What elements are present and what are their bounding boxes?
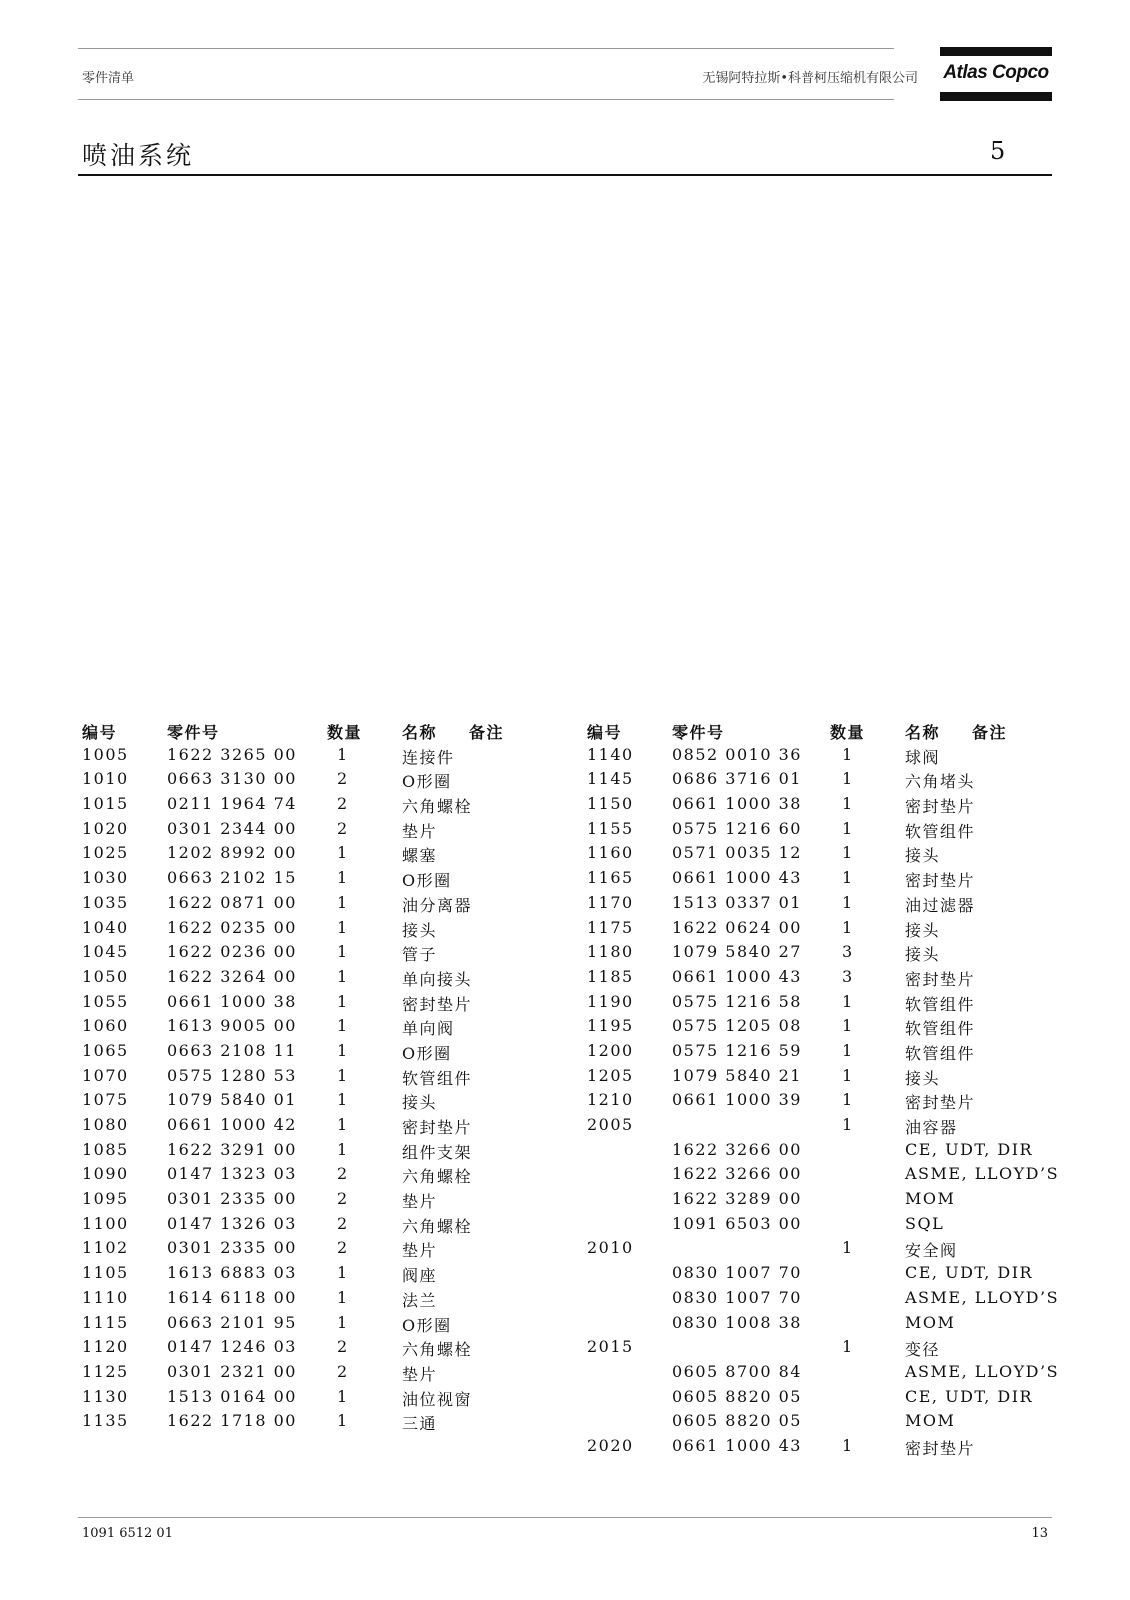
cell-name: 垫片 [402,821,438,841]
cell-qty: 2 [337,1189,349,1209]
table-row [587,843,1057,868]
cell-part: 0211 1964 74 [167,794,297,814]
header-bottom-rule [78,99,894,100]
cell-qty: 1 [842,1238,854,1258]
cell-qty: 1 [842,1337,854,1357]
cell-qty: 1 [842,1115,854,1134]
cell-name: 软管组件 [905,1043,976,1063]
cell-name: 密封垫片 [905,871,976,891]
col-header-part: 零件号 [672,723,725,742]
table-row [587,745,1057,770]
cell-name: 连接件 [402,747,455,767]
cell-name: 接头 [402,1093,438,1113]
cell-name: SQL [905,1213,945,1233]
section-title: 喷油系统 [82,141,195,170]
cell-no: 1025 [82,843,129,863]
cell-name: 六角螺栓 [402,1340,473,1360]
cell-no: 1120 [82,1337,129,1357]
cell-part: 1513 0337 01 [672,892,802,912]
table-row [587,992,1057,1017]
cell-no: 1065 [82,1040,129,1060]
cell-part: 1622 3264 00 [167,966,297,986]
cell-qty: 2 [337,818,349,838]
cell-name: 密封垫片 [905,1438,976,1458]
cell-part: 0661 1000 43 [672,966,802,986]
table-row [82,1140,552,1165]
cell-part: 0663 2108 11 [167,1040,297,1060]
cell-no: 1020 [82,818,129,838]
table-row [82,992,552,1017]
section-number: 5 [990,137,1006,165]
table-row [82,1263,552,1288]
cell-part: 0663 2101 95 [167,1312,297,1332]
table-row [587,868,1057,893]
cell-no: 1175 [587,917,634,937]
cell-no: 1170 [587,892,634,912]
cell-no: 1095 [82,1189,129,1209]
cell-name: MOM [905,1411,956,1431]
cell-part: 0571 0035 12 [672,843,802,863]
cell-name: CE, UDT, DIR [905,1139,1034,1159]
cell-name: ASME, LLOYD’S [905,1287,1060,1307]
table-header-row [587,720,1057,745]
cell-qty: 1 [337,942,349,962]
footer-rule [78,1517,1052,1518]
col-header-no: 编号 [82,723,118,742]
cell-no: 1210 [587,1090,634,1110]
table-row [82,1214,552,1239]
cell-part: 0605 8700 84 [672,1361,802,1381]
table-row [82,1090,552,1115]
cell-no: 1155 [587,818,634,838]
cell-no: 1130 [82,1386,129,1406]
header-doc-type: 零件清单 [82,71,135,86]
cell-qty: 1 [337,1115,349,1134]
table-row [587,794,1057,819]
cell-part: 0663 2102 15 [167,868,297,888]
cell-no: 1200 [587,1040,634,1060]
table-row [82,819,552,844]
cell-part: 0147 1326 03 [167,1213,297,1233]
cell-name: 法兰 [402,1290,438,1310]
cell-part: 0661 1000 39 [672,1090,802,1110]
cell-name: CE, UDT, DIR [905,1263,1034,1283]
table-row [82,1164,552,1189]
cell-name: 软管组件 [905,1019,976,1039]
cell-name: 六角螺栓 [402,797,473,817]
cell-name: ASME, LLOYD’S [905,1361,1060,1381]
cell-qty: 1 [842,868,854,888]
cell-part: 1622 1718 00 [167,1411,297,1431]
col-header-name: 名称 [402,723,438,742]
cell-qty: 1 [842,991,854,1011]
cell-no: 1040 [82,917,129,937]
cell-part: 0301 2321 00 [167,1361,297,1381]
parts-table-left [82,720,552,1436]
table-row [587,1387,1057,1412]
cell-part: 1202 8992 00 [167,843,297,863]
cell-no: 1005 [82,744,129,764]
cell-no: 2010 [587,1238,634,1258]
table-row [82,967,552,992]
cell-qty: 1 [337,744,349,764]
col-header-remark: 备注 [972,723,1008,742]
cell-part: 1079 5840 21 [672,1065,802,1085]
table-body-left [82,745,552,1436]
cell-qty: 1 [337,1312,349,1332]
cell-name: 接头 [905,846,941,866]
cell-name: 接头 [402,920,438,940]
cell-name: ASME, LLOYD’S [905,1164,1060,1184]
table-row [82,1016,552,1041]
table-row [587,1090,1057,1115]
cell-no: 1102 [82,1238,129,1258]
cell-name: MOM [905,1312,956,1332]
cell-qty: 2 [337,769,349,789]
cell-qty: 1 [842,1065,854,1085]
cell-no: 1115 [82,1312,129,1332]
cell-name: 阀座 [402,1266,438,1286]
cell-qty: 1 [337,966,349,986]
table-row [82,1041,552,1066]
cell-part: 0686 3716 01 [672,769,802,789]
cell-part: 1622 3289 00 [672,1189,802,1209]
cell-no: 1055 [82,991,129,1011]
cell-qty: 2 [337,794,349,814]
cell-name: 接头 [905,1068,941,1088]
cell-part: 1622 0236 00 [167,942,297,962]
table-row [587,1140,1057,1165]
table-row [82,1238,552,1263]
cell-name: 油过滤器 [905,895,976,915]
cell-name: 六角螺栓 [402,1216,473,1236]
parts-table-right [587,720,1060,1461]
cell-name: 密封垫片 [905,1093,976,1113]
cell-name: 安全阀 [905,1241,958,1261]
cell-name: 垫片 [402,1192,438,1212]
cell-name: 密封垫片 [402,1118,473,1137]
cell-qty: 1 [337,868,349,888]
cell-part: 1622 0624 00 [672,917,802,937]
cell-part: 0575 1280 53 [167,1065,297,1085]
header-company-name: 无锡阿特拉斯•科普柯压缩机有限公司 [702,71,918,86]
cell-qty: 1 [842,744,854,764]
col-header-qty: 数量 [830,723,866,742]
cell-qty: 1 [337,1386,349,1406]
cell-no: 1145 [587,769,634,789]
cell-no: 1070 [82,1065,129,1085]
cell-name: 软管组件 [905,994,976,1014]
cell-name: 管子 [402,945,438,965]
cell-qty: 2 [337,1361,349,1381]
col-header-qty: 数量 [327,723,363,742]
table-row [587,1189,1057,1214]
cell-no: 1160 [587,843,634,863]
cell-name: 垫片 [402,1364,438,1384]
cell-no: 1135 [82,1411,129,1431]
cell-name: O形圈 [402,871,452,891]
cell-qty: 1 [842,1435,854,1455]
cell-part: 0661 1000 38 [672,794,802,814]
cell-part: 1513 0164 00 [167,1386,297,1406]
table-row [587,918,1057,943]
cell-no: 1100 [82,1213,129,1233]
cell-qty: 1 [337,1040,349,1060]
cell-qty: 1 [337,1411,349,1431]
cell-part: 0830 1008 38 [672,1312,802,1332]
header-top-rule [78,48,894,49]
table-row [82,1288,552,1313]
cell-name: 螺塞 [402,846,438,866]
table-row [587,1164,1060,1189]
table-row [82,1387,552,1412]
atlas-copco-logo [940,47,1052,101]
cell-qty: 1 [337,1139,349,1159]
cell-qty: 1 [842,769,854,789]
cell-no: 2005 [587,1115,634,1134]
cell-name: 单向接头 [402,969,473,989]
col-header-part: 零件号 [167,723,220,742]
cell-part: 0301 2335 00 [167,1189,297,1209]
cell-no: 1010 [82,769,129,789]
cell-part: 1613 9005 00 [167,1016,297,1036]
cell-no: 1060 [82,1016,129,1036]
cell-part: 1622 0871 00 [167,892,297,912]
cell-part: 0147 1246 03 [167,1337,297,1357]
cell-no: 1165 [587,868,634,888]
cell-part: 0575 1216 60 [672,818,802,838]
cell-part: 0605 8820 05 [672,1411,802,1431]
cell-name: 六角堵头 [905,772,976,792]
logo-text: Atlas Copco [943,62,1049,83]
table-row [82,843,552,868]
table-row [82,918,552,943]
cell-part: 0575 1216 59 [672,1040,802,1060]
footer-page-number: 13 [1031,1526,1048,1541]
cell-qty: 1 [337,843,349,863]
col-header-no: 编号 [587,723,623,742]
cell-qty: 1 [842,818,854,838]
cell-qty: 1 [842,1090,854,1110]
cell-no: 1150 [587,794,634,814]
table-row [587,769,1057,794]
cell-no: 1015 [82,794,129,814]
table-row [82,1362,552,1387]
cell-no: 1190 [587,991,634,1011]
cell-no: 1110 [82,1287,129,1307]
cell-name: O形圈 [402,1043,452,1063]
table-row [587,1041,1057,1066]
cell-name: 组件支架 [402,1142,473,1162]
cell-no: 1045 [82,942,129,962]
table-row [82,769,552,794]
cell-qty: 2 [337,1213,349,1233]
cell-name: O形圈 [402,1315,452,1335]
cell-no: 1035 [82,892,129,912]
logo-bottom-bar [940,92,1052,101]
cell-part: 0661 1000 42 [167,1115,297,1134]
cell-no: 1140 [587,744,634,764]
cell-part: 1079 5840 01 [167,1090,297,1110]
cell-no: 1125 [82,1361,129,1381]
cell-no: 2020 [587,1435,634,1455]
cell-part: 0575 1205 08 [672,1016,802,1036]
cell-part: 1622 3266 00 [672,1164,802,1184]
cell-part: 1622 0235 00 [167,917,297,937]
cell-qty: 1 [842,843,854,863]
cell-name: MOM [905,1189,956,1209]
table-row [82,745,552,770]
cell-qty: 1 [337,1263,349,1283]
cell-part: 0147 1323 03 [167,1164,297,1184]
cell-qty: 1 [337,991,349,1011]
cell-no: 1090 [82,1164,129,1184]
cell-part: 0852 0010 36 [672,744,802,764]
title-rule [78,174,1052,176]
cell-name: 六角螺栓 [402,1167,473,1187]
cell-name: 油容器 [905,1118,958,1137]
cell-no: 1185 [587,966,634,986]
cell-qty: 1 [337,917,349,937]
cell-name: 密封垫片 [905,797,976,817]
cell-qty: 1 [337,1090,349,1110]
table-row [82,1337,552,1362]
table-row [82,893,552,918]
table-row [82,794,552,819]
cell-no: 1105 [82,1263,129,1283]
table-row [587,819,1057,844]
table-body-right [587,744,1060,1461]
cell-part: 1079 5840 27 [672,942,802,962]
table-row [587,1214,1057,1239]
table-row [82,1115,552,1140]
footer-doc-number: 1091 6512 01 [82,1526,173,1541]
cell-qty: 1 [842,794,854,814]
table-row [587,1066,1057,1091]
cell-part: 1622 3265 00 [167,744,297,764]
cell-qty: 3 [842,942,854,962]
cell-name: O形圈 [402,772,452,792]
table-row [587,942,1057,967]
cell-name: 垫片 [402,1241,438,1261]
table-row [82,942,552,967]
cell-name: 三通 [402,1414,438,1434]
cell-name: 软管组件 [402,1068,473,1088]
cell-name: 油位视窗 [402,1389,473,1409]
cell-name: 密封垫片 [402,994,473,1014]
cell-part: 0661 1000 38 [167,991,297,1011]
cell-no: 1195 [587,1016,634,1036]
table-row [82,1066,552,1091]
cell-qty: 1 [337,892,349,912]
table-row [587,1263,1057,1288]
cell-name: 密封垫片 [905,969,976,989]
table-row [587,1411,1057,1436]
table-row [82,1189,552,1214]
cell-name: 软管组件 [905,821,976,841]
logo-top-bar [940,47,1052,56]
cell-part: 0661 1000 43 [672,1435,802,1455]
cell-no: 1085 [82,1139,129,1159]
cell-part: 0301 2344 00 [167,818,297,838]
cell-qty: 1 [842,1040,854,1060]
cell-name: 球阀 [905,747,941,767]
cell-no: 1050 [82,966,129,986]
cell-name: CE, UDT, DIR [905,1386,1034,1406]
cell-part: 0663 3130 00 [167,769,297,789]
cell-part: 1614 6118 00 [167,1287,297,1307]
cell-part: 1613 6883 03 [167,1263,297,1283]
col-header-name: 名称 [905,723,941,742]
cell-qty: 1 [842,1016,854,1036]
cell-qty: 2 [337,1337,349,1357]
table-row [587,1115,1057,1140]
table-row [587,893,1057,918]
cell-name: 接头 [905,945,941,965]
cell-no: 1180 [587,942,634,962]
cell-no: 1080 [82,1115,129,1134]
table-row [82,1313,552,1338]
table-row [82,868,552,893]
cell-qty: 1 [337,1016,349,1036]
table-row [587,1436,1057,1461]
cell-name: 单向阀 [402,1019,455,1039]
cell-qty: 1 [337,1287,349,1307]
cell-part: 0830 1007 70 [672,1287,802,1307]
cell-part: 0605 8820 05 [672,1386,802,1406]
col-header-remark: 备注 [469,723,505,742]
cell-qty: 2 [337,1164,349,1184]
cell-no: 2015 [587,1337,634,1357]
cell-no: 1030 [82,868,129,888]
cell-part: 0830 1007 70 [672,1263,802,1283]
cell-part: 1622 3291 00 [167,1139,297,1159]
cell-name: 接头 [905,920,941,940]
cell-qty: 1 [842,917,854,937]
cell-part: 0575 1216 58 [672,991,802,1011]
cell-qty: 1 [842,892,854,912]
table-header-row [82,720,552,745]
table-row [587,1361,1060,1387]
cell-part: 0301 2335 00 [167,1238,297,1258]
cell-qty: 3 [842,966,854,986]
cell-name: 油分离器 [402,895,473,915]
cell-part: 0661 1000 43 [672,868,802,888]
table-row [587,1016,1057,1041]
table-row [587,1287,1060,1313]
cell-no: 1205 [587,1065,634,1085]
cell-part: 1622 3266 00 [672,1139,802,1159]
table-row [587,967,1057,992]
cell-part: 1091 6503 00 [672,1213,802,1233]
cell-qty: 2 [337,1238,349,1258]
table-row [82,1411,552,1436]
table-row [587,1238,1057,1263]
cell-no: 1075 [82,1090,129,1110]
cell-qty: 1 [337,1065,349,1085]
table-row [587,1337,1057,1362]
cell-name: 变径 [905,1340,941,1360]
table-row [587,1313,1057,1338]
